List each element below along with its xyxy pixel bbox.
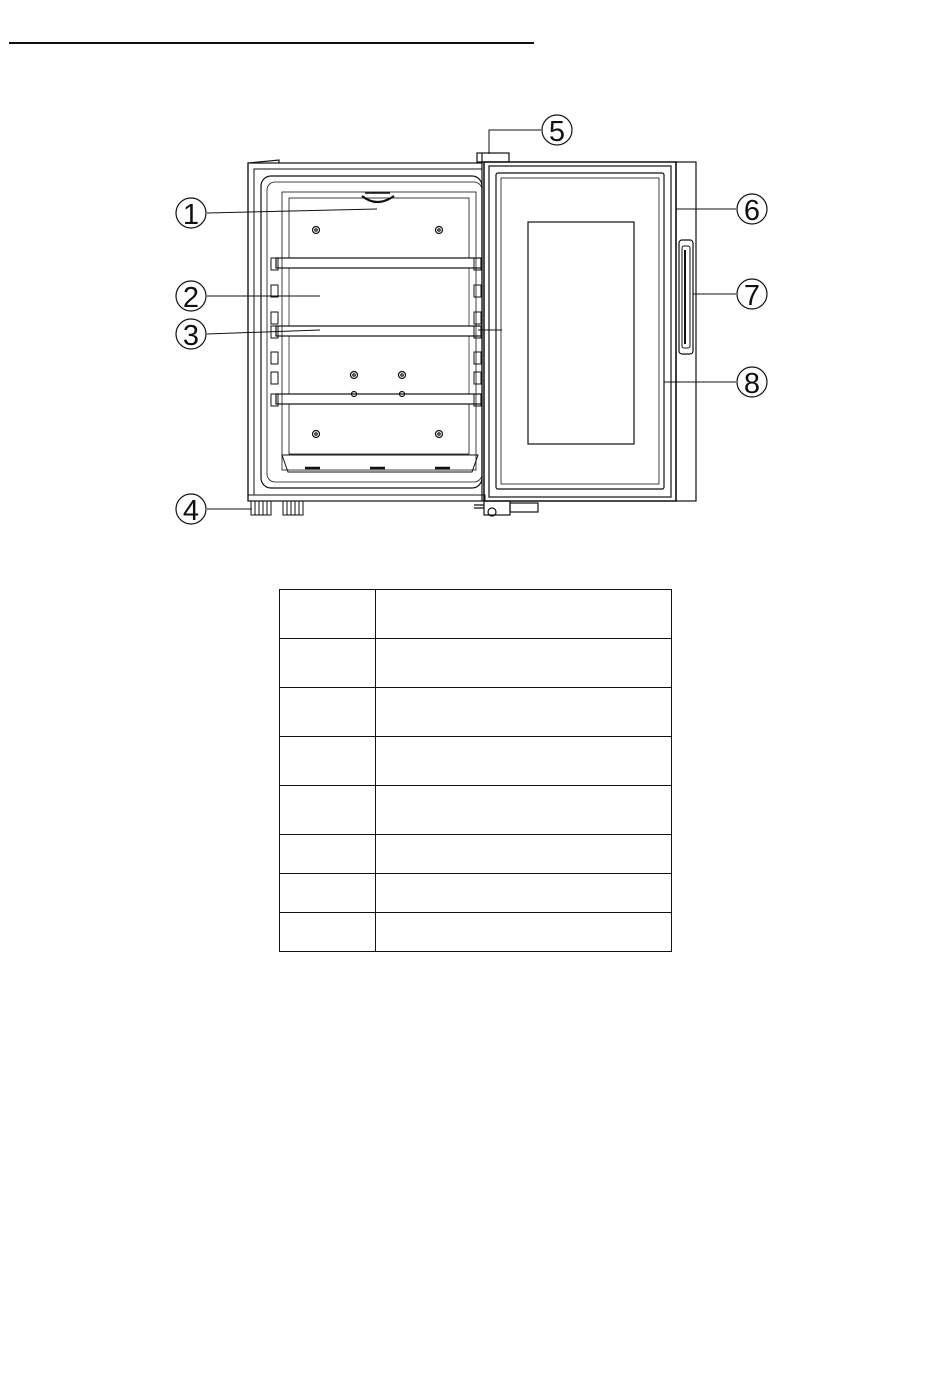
shelf-rails — [271, 258, 481, 406]
part-description-cell — [376, 913, 672, 952]
part-description-cell — [376, 688, 672, 737]
callout-4 — [176, 494, 206, 527]
callout-6 — [737, 194, 767, 227]
leveling-feet — [251, 501, 303, 515]
leader-lines — [207, 130, 736, 509]
parts-table — [279, 589, 672, 952]
callout-1-label: 1 — [182, 199, 200, 231]
callout-7 — [737, 279, 767, 312]
part-number-cell — [280, 874, 376, 913]
part-number-cell — [280, 913, 376, 952]
table-row — [280, 874, 672, 913]
table-row — [280, 639, 672, 688]
part-description-cell — [376, 737, 672, 786]
table-row — [280, 737, 672, 786]
part-number-cell — [280, 590, 376, 639]
callouts — [176, 115, 767, 527]
callout-8-label: 8 — [743, 368, 761, 400]
callout-3 — [176, 319, 206, 352]
callout-3-label: 3 — [182, 320, 200, 352]
shelves — [276, 258, 481, 404]
table-row — [280, 688, 672, 737]
callout-7-label: 7 — [743, 280, 761, 312]
appliance-diagram — [0, 0, 950, 560]
part-description-cell — [376, 590, 672, 639]
part-description-cell — [376, 639, 672, 688]
callout-6-label: 6 — [743, 195, 761, 227]
table-row — [280, 786, 672, 835]
callout-5 — [542, 115, 572, 148]
part-number-cell — [280, 639, 376, 688]
table-row — [280, 913, 672, 952]
callout-1 — [176, 198, 206, 231]
callout-4-label: 4 — [182, 495, 200, 527]
part-number-cell — [280, 835, 376, 874]
door — [474, 153, 696, 516]
part-number-cell — [280, 688, 376, 737]
part-description-cell — [376, 786, 672, 835]
part-number-cell — [280, 786, 376, 835]
callout-8 — [737, 367, 767, 400]
part-description-cell — [376, 874, 672, 913]
callout-5-label: 5 — [548, 116, 566, 148]
callout-2-label: 2 — [182, 282, 200, 314]
table-row — [280, 590, 672, 639]
callout-2 — [176, 281, 206, 314]
table-row — [280, 835, 672, 874]
part-number-cell — [280, 737, 376, 786]
part-description-cell — [376, 835, 672, 874]
